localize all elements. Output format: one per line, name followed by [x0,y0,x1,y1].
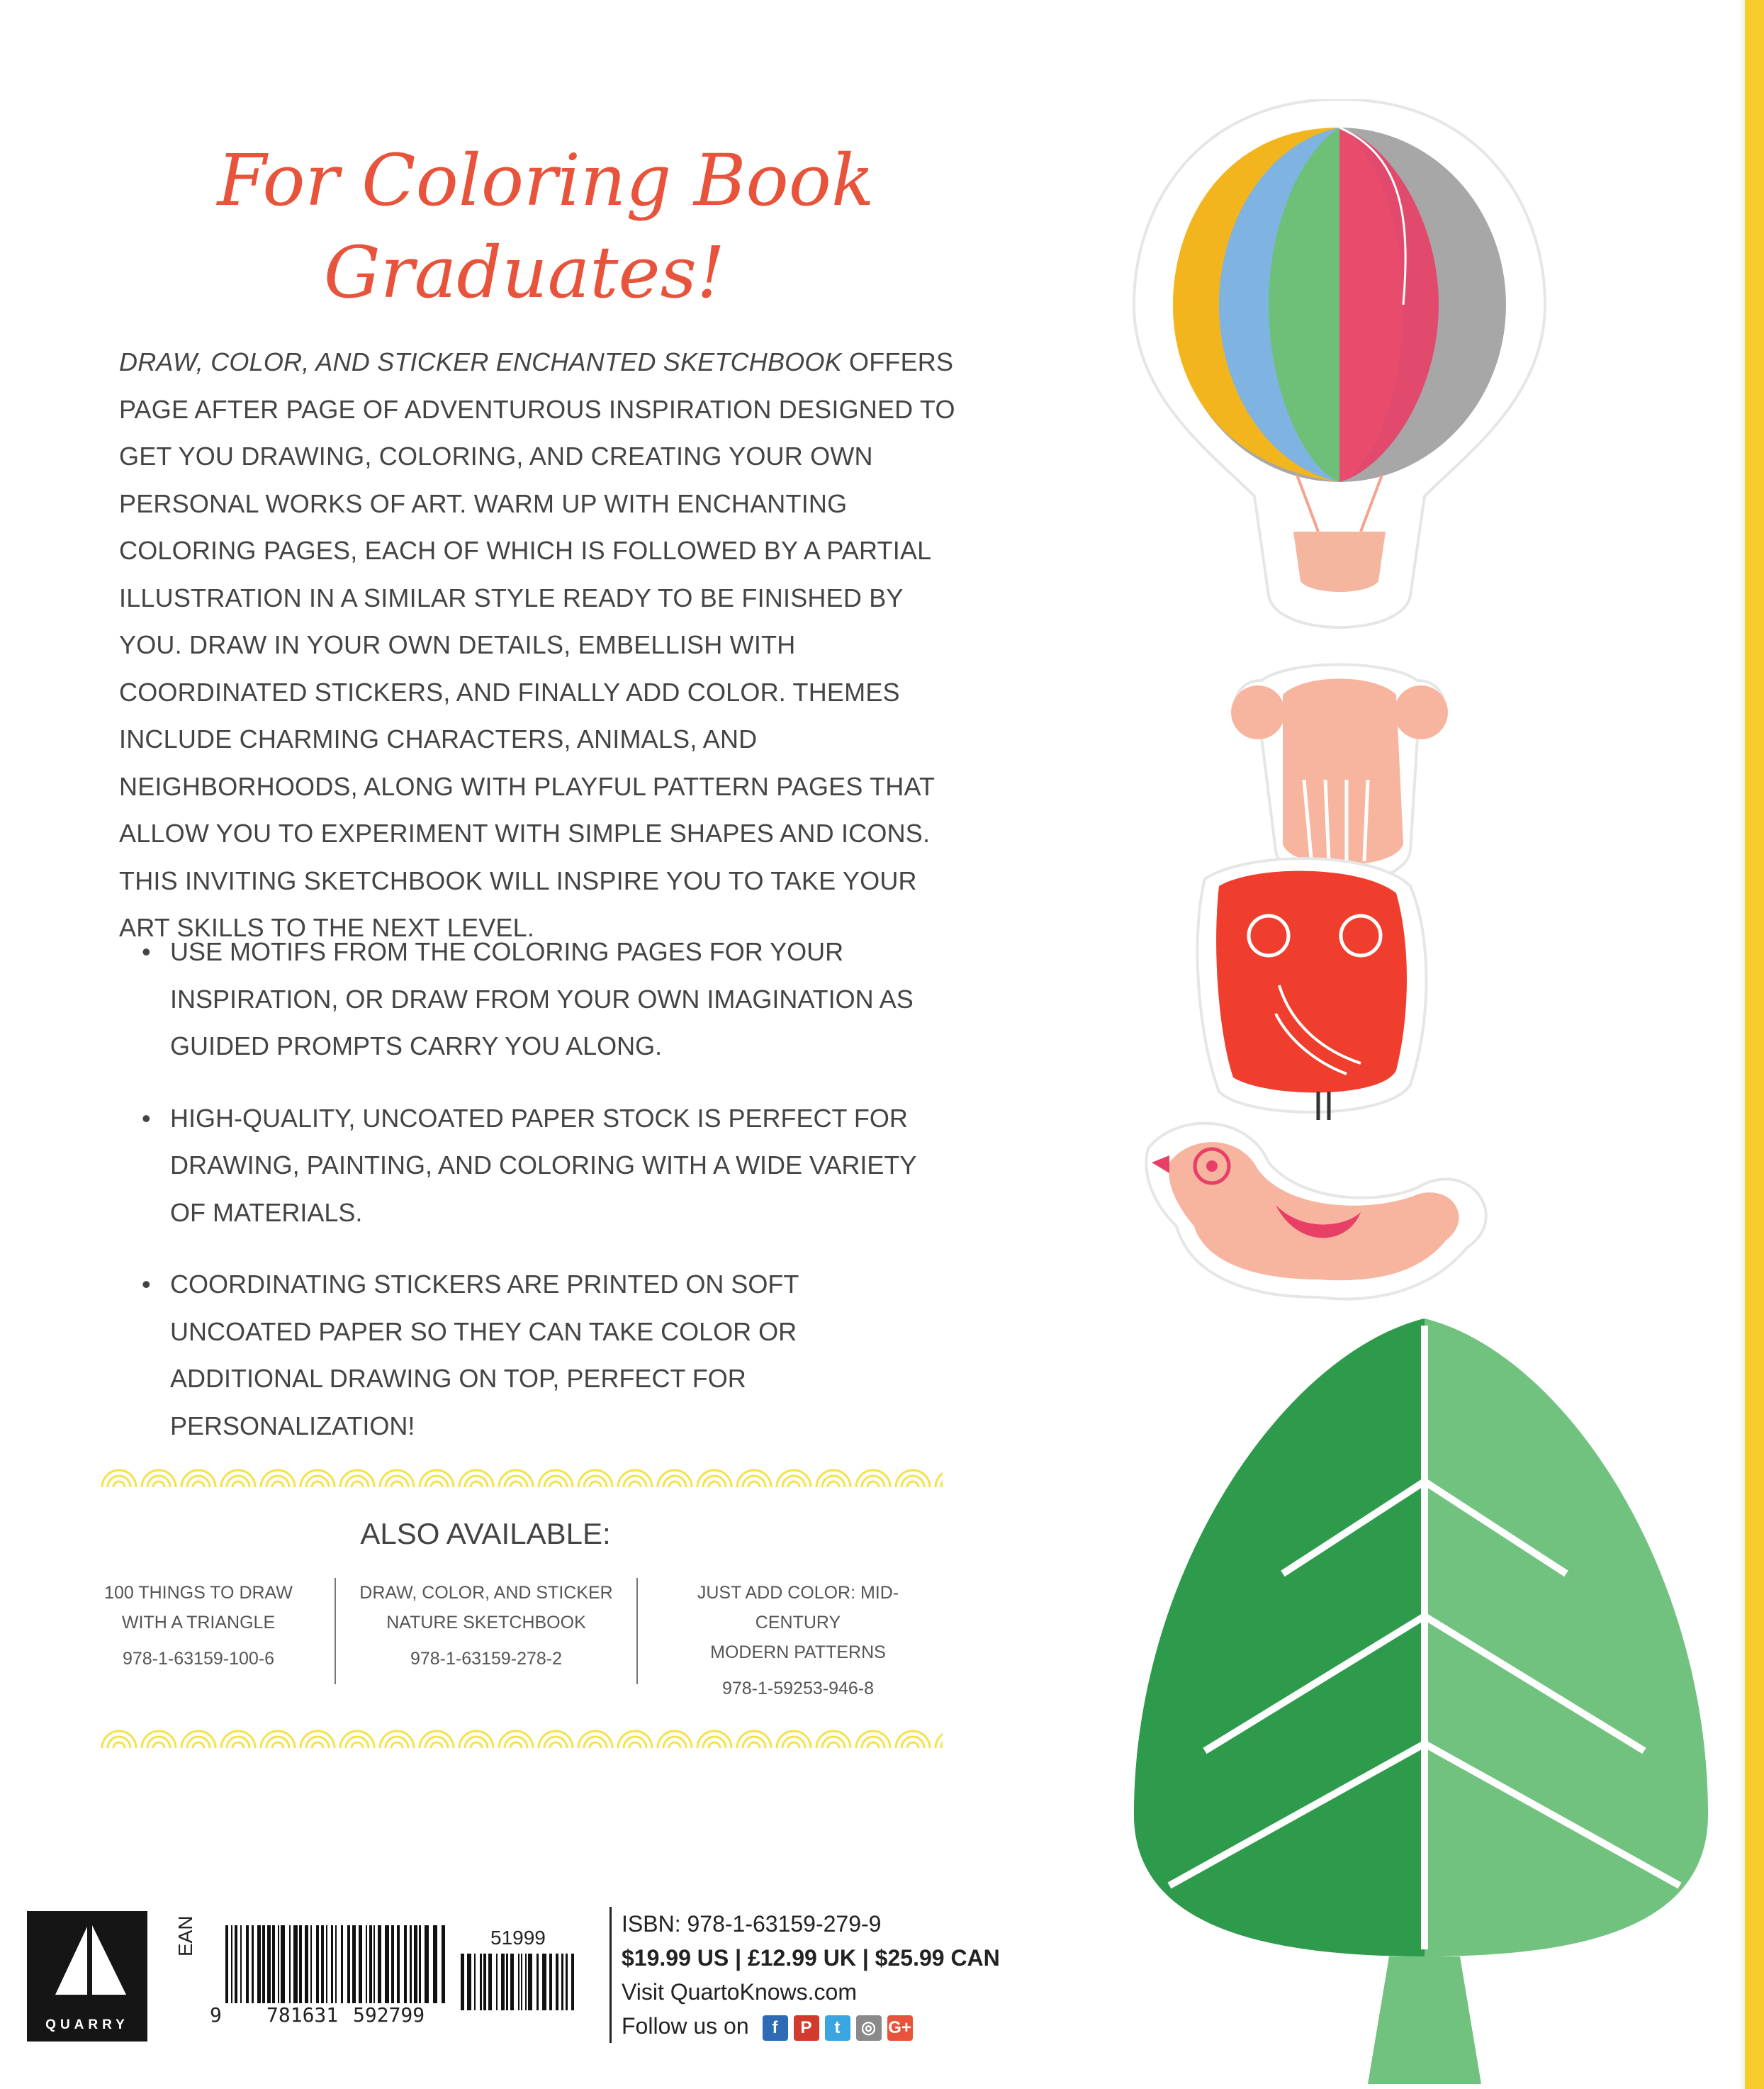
headline-line-1: For Coloring Book [217,139,875,222]
feature-list [142,929,928,1474]
description-body: OFFERS PAGE AFTER PAGE OF ADVENTUROUS INSPIRATION DESIGNED TO GET YOU DRAWING, COLORING, AND CREATING YOUR OWN PERSONAL WORKS OF ART. WARM UP WITH ENCHANTING COLORING PAGES, EACH OF WHICH IS FOLLOWED BY A PARTIAL ILLUSTRATION IN A SIMILAR STYLE READY TO BE FINISHED BY YOU. DRAW IN YOUR OWN DETAILS, EMBELLISH WITH COORDINATED STICKERS, AND FINALLY ADD COLOR. THEMES INCLUDE CHARMING CHARACTERS, ANIMALS, AND NEIGHBORHOODS, ALONG WITH PLAYFUL PATTERN PAGES THAT ALLOW YOU TO EXPERIMENT WITH SIMPLE SHAPES AND ICONS. THIS INVITING SKETCHBOOK WILL INSPIRE YOU TO TAKE YOUR ART SKILLS TO THE NEXT LEVEL. [119,347,955,942]
barcode-addon-digits: 51999 [490,1927,546,1949]
description-paragraph [119,339,955,952]
price-text: $19.99 US | £12.99 UK | $25.99 CAN [622,1945,1000,1971]
also-book-title: MODERN PATTERNS [710,1642,886,1662]
feature-text: COORDINATING STICKERS ARE PRINTED ON SOFT UNCOATED PAPER SO THEY CAN TAKE COLOR OR ADDITIONAL DRAWING ON TOP, PERFECT FOR PERSONALIZATION! [170,1270,799,1440]
feature-text: HIGH-QUALITY, UNCOATED PAPER STOCK IS PERFECT FOR DRAWING, PAINTING, AND COLORING WITH A WIDE VARIETY OF MATERIALS. [170,1103,916,1227]
barcode [225,1925,445,2010]
also-book-title: 100 THINGS TO DRAW [104,1583,293,1603]
follow-row [622,2009,1061,2043]
bird-illustration [1146,1124,1485,1299]
isbn-text: ISBN: 978-1-63159-279-9 [622,1911,882,1937]
ean-label: EAN [174,1915,196,1956]
tree-illustration [1134,1318,1708,2084]
book-info [609,1907,1061,2043]
book-title-italic: DRAW, COLOR, AND STICKER ENCHANTED SKETCHBOOK [119,347,842,376]
column-divider [335,1578,336,1684]
mouse-illustration [1231,665,1448,883]
publisher-logo [27,1911,147,2042]
balloon-illustration [1134,99,1545,627]
also-book-isbn: 978-1-63159-278-2 [410,1649,563,1669]
bullet-icon: • [142,937,151,966]
also-book-isbn: 978-1-59253-946-8 [721,1679,875,1698]
feature-item [142,929,928,1070]
also-available-heading: ALSO AVAILABLE: [360,1517,611,1550]
also-book-title: NATURE SKETCHBOOK [386,1613,586,1632]
also-book-3 [663,1578,933,1699]
bullet-icon: • [142,1103,151,1133]
sailboat-icon [27,1911,147,2010]
google-plus-icon[interactable]: G+ [887,2015,913,2041]
illustration-column [1106,99,1743,2084]
barcode-lead-digit: 9 [210,2003,222,2027]
also-book-title: WITH A TRIANGLE [121,1613,276,1632]
publisher-name: QUARRY [45,2017,129,2032]
website-text: Visit QuartoKnows.com [622,1979,857,2005]
facebook-icon[interactable]: f [763,2015,788,2041]
feature-item [142,1095,928,1237]
wave-border-bottom [99,1715,943,1751]
feature-text: USE MOTIFS FROM THE COLORING PAGES FOR YOUR INSPIRATION, OR DRAW FROM YOUR OWN IMAGINATION AS GUIDED PROMPTS CARRY YOU ALONG. [170,937,914,1060]
bullet-icon: • [142,1270,151,1299]
instagram-icon[interactable]: ◎ [856,2015,882,2041]
also-book-title: JUST ADD COLOR: MID-CENTURY [697,1583,899,1632]
also-book-title: DRAW, COLOR, AND STICKER [359,1583,613,1603]
column-divider [636,1578,638,1684]
follow-text: Follow us on [622,2013,749,2039]
headline-line-2: Graduates! [323,231,726,314]
pinterest-icon[interactable]: P [794,2015,819,2041]
barcode-group-1: 781631 [266,2003,339,2027]
barcode-group-2: 592799 [353,2003,425,2027]
social-icons [763,2015,913,2041]
barcode-addon [461,1954,574,2010]
also-book-2 [352,1578,621,1669]
also-book-isbn: 978-1-63159-100-6 [122,1649,275,1669]
wave-border-top [99,1455,943,1490]
owl-illustration [1198,858,1427,1120]
feature-item [142,1261,928,1450]
also-book-1 [64,1578,333,1669]
twitter-icon[interactable]: t [825,2015,850,2041]
spine-edge [1745,0,1764,2089]
